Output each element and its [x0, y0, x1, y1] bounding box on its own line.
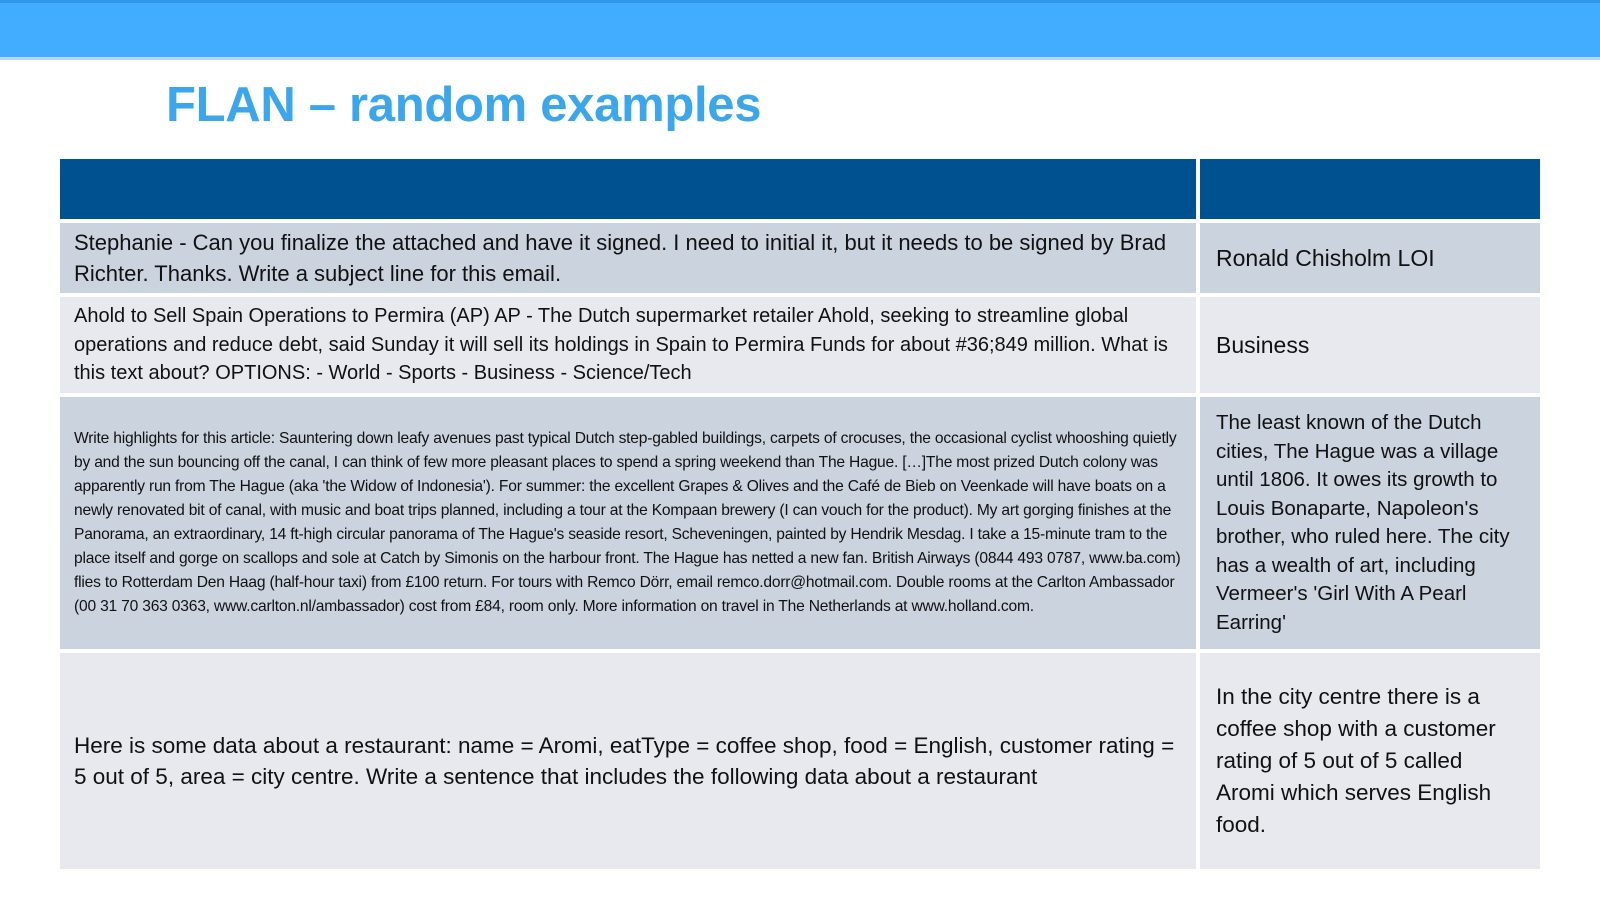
slide-title: FLAN – random examples — [166, 78, 762, 132]
top-accent-band — [0, 0, 1600, 60]
table-row — [60, 397, 1540, 649]
output-text: The least known of the Dutch cities, The Hague was a village until 1806. It owes its growth to Louis Bonaparte, Napoleon's brother, who ruled here. The city has a wealth of art, including Vermeer's 'Girl With A Pearl Earring' — [1216, 411, 1510, 634]
input-cell — [60, 297, 1196, 393]
table-header-row — [60, 159, 1540, 219]
table-row — [60, 653, 1540, 869]
output-cell — [1200, 397, 1540, 649]
output-cell — [1200, 653, 1540, 869]
output-text: In the city centre there is a coffee shop with a customer rating of 5 out of 5 called Aromi which serves English food. — [1216, 684, 1496, 837]
input-text: Write highlights for this article: Sauntering down leafy avenues past typical Dutch step-gabled buildings, carpets of crocuses, the occasional cyclist whooshing quietly by and the sun bouncing off the canal, I can think of few more pleasant places to spend a spring weekend than The Hague. […]The most prized Dutch colony was apparently run from The Hague (aka 'the Widow of Indonesia'). For summer: the excellent Grapes & Olives and the Café de Bieb on Veenkade will have boats on a newly renovated bit of canal, with music and boat trips planned, including a tour at the Kompaan brewery (I can vouch for the product). My art gorging finishes at the Panorama, an extraordinary, 14 ft-high circular panorama of The Hague's seaside resort, Scheveningen, painted by Hendrik Mesdag. I take a 15-minute tram to the place itself and gorge on scallops and sole at Catch by Simonis on the harbour front. The Hague has netted a new fan. British Airways (0844 493 0787, www.ba.com) flies to Rotterdam Den Haag (half-hour taxi) from £100 return. For tours with Remco Dörr, email remco.dorr@hotmail.com. Double rooms at the Carlton Ambassador (00 31 70 363 0363, www.carlton.nl/ambassador) cost from £84, room only. More information on travel in The Netherlands at www.holland.com. — [74, 430, 1181, 615]
table-row — [60, 297, 1540, 393]
input-cell — [60, 397, 1196, 649]
table-row — [60, 223, 1540, 293]
input-cell — [60, 223, 1196, 293]
output-cell — [1200, 297, 1540, 393]
input-text: Here is some data about a restaurant: name = Aromi, eatType = coffee shop, food = English, customer rating = 5 out of 5, area = city centre. Write a sentence that includes the following data about a restaurant — [74, 733, 1175, 789]
output-text: Business — [1216, 332, 1310, 358]
output-cell — [1200, 223, 1540, 293]
header-cell-output — [1200, 159, 1540, 219]
header-cell-input — [60, 159, 1196, 219]
examples-table — [60, 159, 1540, 873]
input-cell — [60, 653, 1196, 869]
input-text: Ahold to Sell Spain Operations to Permira (AP) AP - The Dutch supermarket retailer Ahold, seeking to streamline global operations and reduce debt, said Sunday it will sell its holdings in Spain to Permira Funds for about #36;849 million. What is this text about? OPTIONS: - World - Sports - Business - Science/Tech — [74, 305, 1168, 385]
input-text: Stephanie - Can you finalize the attached and have it signed. I need to initial it, but it needs to be signed by Brad Richter. Thanks. Write a subject line for this email. — [74, 230, 1167, 286]
output-text: Ronald Chisholm LOI — [1216, 244, 1435, 271]
